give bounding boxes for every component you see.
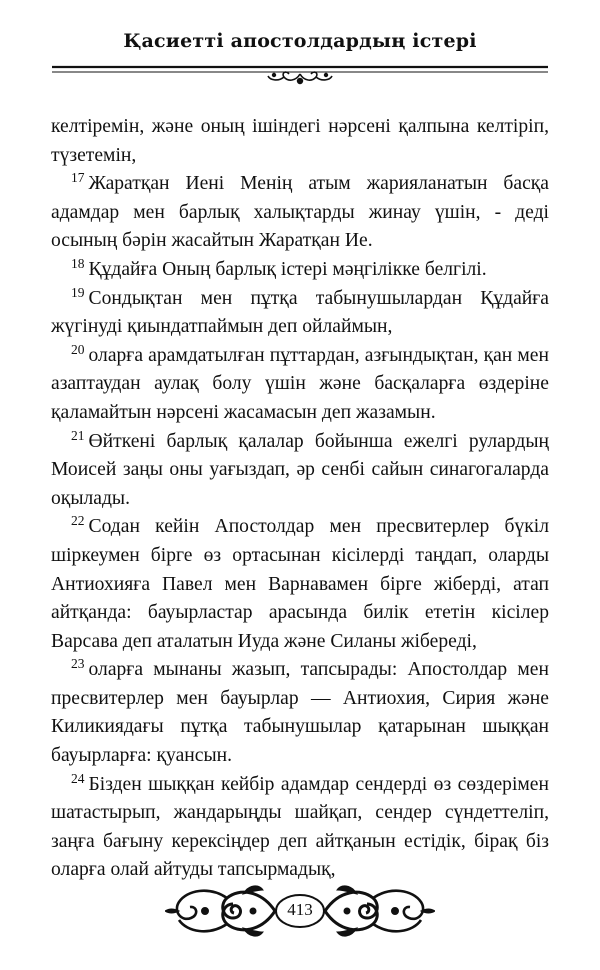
verse-17 (51, 170, 549, 256)
verse-18 (51, 256, 549, 285)
verse-text: Өйткені барлық қалалар бойынша ежелгі рулардың Моисей заңы оны уағыздап, әр сенбі сайын синагогаларда оқылады. (51, 430, 549, 509)
header-title: Қасиетті апостолдардың істері (123, 30, 477, 52)
verse-23 (51, 656, 549, 770)
verse-24 (51, 771, 549, 885)
verse-text: Содан кейін Апостолдар мен пресвитерлер бүкіл шіркеумен бірге өз ортасынан кісілерді таңдап, оларды Антиохияға Павел мен Варнавамен бірге жіберді, атап айтқанда: бауырластар арасында билік ететін кісілер Варсава деп аталатын Иуда және Силаны жібереді, (51, 516, 549, 652)
header-ornament-rule (52, 64, 548, 88)
verse-text: Құдайға Оның барлық істері мәңгілікке белгілі. (88, 258, 487, 280)
paragraph-text: келтіремін, және оның ішіндегі нәрсені қалпына келтіріп, түзетемін, (51, 116, 549, 166)
verse-number: 21 (71, 427, 85, 443)
header-flourish-icon (268, 72, 332, 83)
verse-text: оларға мынаны жазып, тапсырады: Апостолдар мен пресвитерлер мен бауырлар — Антиохия, Сирия және Киликиядағы пұтқа табынушылар қатарынан шыққан бауырларға: қуансын. (51, 659, 549, 767)
verse-number: 22 (71, 513, 85, 529)
left-flourish-icon (165, 886, 275, 936)
verse-number: 17 (71, 170, 85, 186)
verse-22 (51, 513, 549, 656)
verse-number: 20 (71, 341, 85, 357)
right-flourish-icon (325, 886, 435, 936)
verse-19 (51, 285, 549, 342)
verse-number: 19 (71, 284, 85, 300)
verse-text: Бізден шыққан кейбір адамдар сендерді өз сөздерімен шатастырып, жандарыңды шайқап, сендер сүндеттеліп, заңға бағыну керексіңдер деп айтқанын естідік, бірақ біз оларға олай айтуды тапсырмадық, (51, 773, 549, 881)
verse-text: Жаратқан Иені Менің атым жарияланатын басқа адамдар мен барлық халықтарды жинау үшін, - деді осының бәрін жасайтын Жаратқан Ие. (51, 173, 549, 252)
page-number: 413 (287, 900, 313, 919)
running-header (0, 30, 600, 52)
verse-number: 18 (71, 255, 85, 271)
verse-text: оларға арамдатылған пұттардан, азғындықтан, қан мен азаптаудан аулақ болу үшін және басқаларға өздеріне қаламайтын нәрсені жасамасын деп жазамын. (51, 344, 549, 423)
verse-21 (51, 428, 549, 514)
verse-number: 23 (71, 656, 85, 672)
verse-number: 24 (71, 770, 85, 786)
verse-text: Сондықтан мен пұтқа табынушылардан Құдайға жүгінуді қиындатпаймын деп ойлаймын, (51, 287, 549, 338)
paragraph-continued (51, 113, 549, 170)
verse-20 (51, 342, 549, 428)
scripture-text (51, 113, 549, 885)
